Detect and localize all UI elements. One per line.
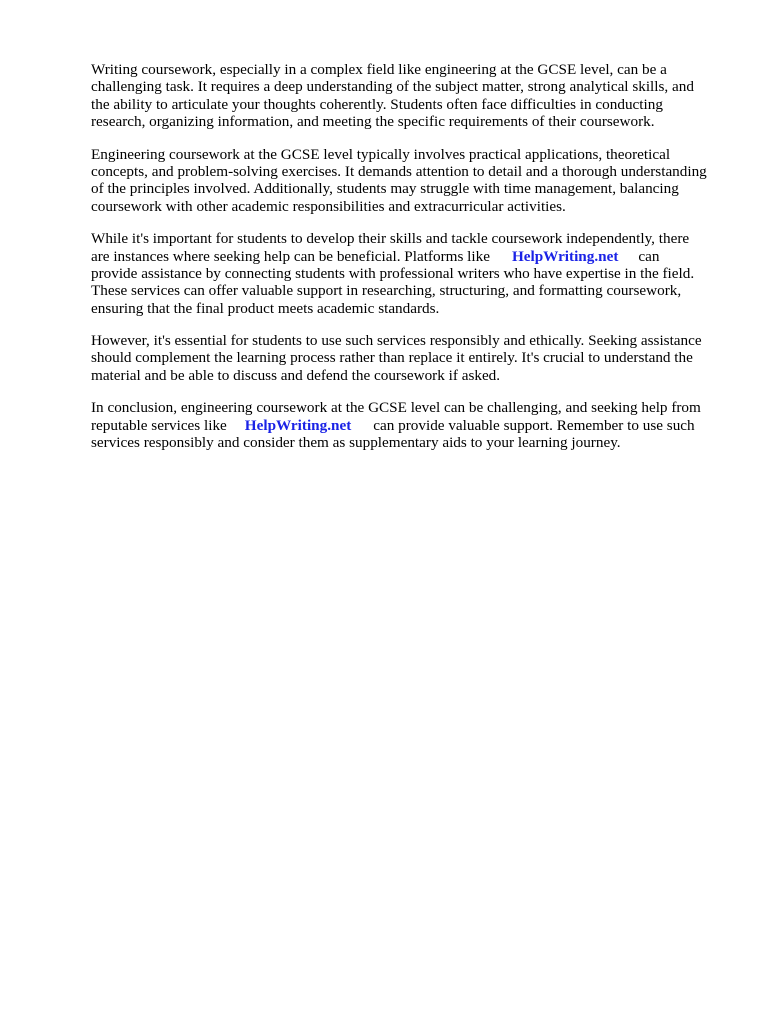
text-segment: are instances where seeking help can be beneficial. Platforms like [91,247,490,265]
text-line: concepts, and problem-solving exercises. It demands attention to detail and a thorough understanding [91,162,707,180]
text-line: However, it's essential for students to use such services responsibly and ethically. Seeking assistance [91,332,702,350]
text-segment: can [638,247,660,265]
text-line-with-link [91,417,723,434]
text-line: These services can offer valuable support in researching, structuring, and formatting coursework, [91,282,682,300]
helpwriting-link[interactable]: HelpWriting.net [511,247,619,265]
paragraph-help [91,230,723,317]
paragraph-engineering [91,146,723,216]
helpwriting-link[interactable]: HelpWriting.net [244,416,352,434]
text-line: should complement the learning process rather than replace it entirely. It's crucial to understand the [91,349,693,367]
text-line: While it's important for students to develop their skills and tackle coursework independently, there [91,230,690,248]
text-line: of the principles involved. Additionally, students may struggle with time management, balancing [91,180,679,198]
text-line: In conclusion, engineering coursework at the GCSE level can be challenging, and seeking help from [91,399,701,417]
text-line: ensuring that the final product meets academic standards. [91,299,440,317]
text-line-with-link [91,248,723,265]
text-line: Writing coursework, especially in a complex field like engineering at the GCSE level, can be a [91,61,667,78]
text-segment: can provide valuable support. Remember to use such [373,416,695,434]
text-line: material and be able to discuss and defend the coursework if asked. [91,366,501,384]
text-segment: reputable services like [91,416,227,434]
document-page [91,61,723,466]
text-line: challenging task. It requires a deep understanding of the subject matter, strong analytical skills, and [91,78,694,96]
text-line: services responsibly and consider them as supplementary aids to your learning journey. [91,434,621,452]
text-line: provide assistance by connecting students with professional writers who have expertise in the field. [91,264,695,282]
text-line: research, organizing information, and meeting the specific requirements of their coursework. [91,113,655,131]
text-line: coursework with other academic responsibilities and extracurricular activities. [91,197,566,215]
text-line: Engineering coursework at the GCSE level typically involves practical applications, theoretical [91,145,671,163]
paragraph-intro [91,61,723,131]
paragraph-conclusion [91,399,723,451]
text-line: the ability to articulate your thoughts coherently. Students often face difficulties in conducting [91,95,663,113]
paragraph-responsibility [91,332,723,384]
